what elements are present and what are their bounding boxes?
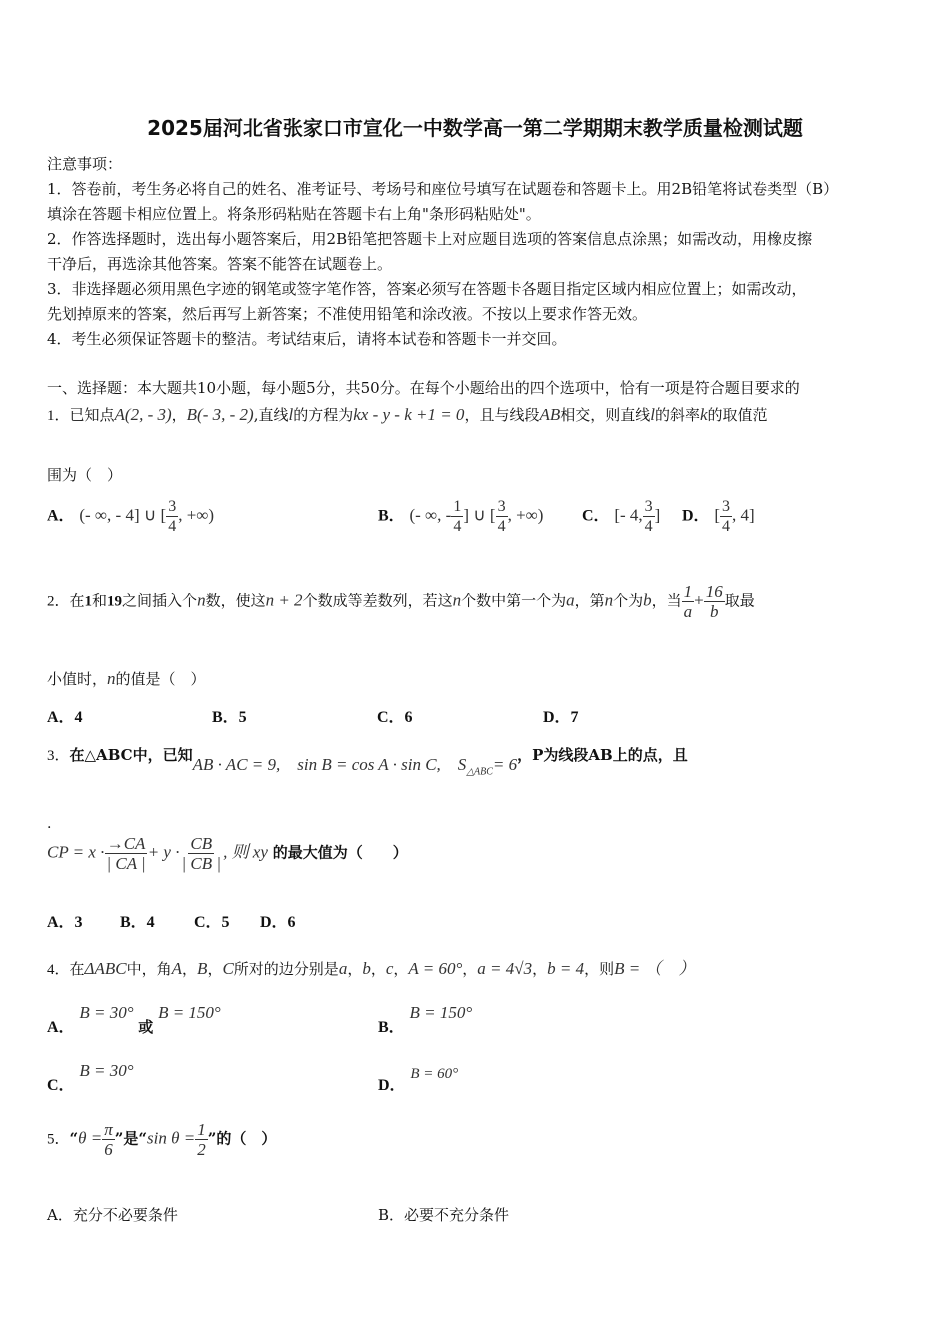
fraction: $\frac{1}{a}$ bbox=[683, 582, 693, 621]
q4-option-d: D． B = 60° bbox=[378, 1066, 459, 1094]
q2-option-c: C．6 bbox=[377, 709, 413, 726]
q4-stem: 4．在ΔABC中，角A，B，C所对的边分别是a，b，c，A = 60°，a = 4√3，b = 4，则B = （ ） bbox=[47, 959, 696, 978]
fraction: $\frac{\to CA}{| CA |}$ bbox=[106, 834, 146, 873]
fraction: $\frac{3}{4}$ bbox=[722, 498, 731, 535]
page-title: 2025届河北省张家口市宣化一中数学高一第二学期期末教学质量检测试题 bbox=[147, 116, 803, 140]
q4-option-b: B． B = 150° bbox=[378, 1003, 473, 1036]
fraction: $\frac{\pi}{6}$ bbox=[104, 1120, 113, 1159]
q1-stem: 1．已知点A(2, - 3)，B(- 3, - 2),直线l的方程为kx - y - k +1 = 0，且与线段AB相交，则直线l的斜率k的取值范 bbox=[47, 405, 768, 424]
notice-line: 填涂在答题卡相应位置上。将条形码粘贴在答题卡右上角"条形码粘贴处"。 bbox=[47, 205, 541, 223]
q1-option-c: C． [- 4, $\frac{3}{4}$ ] bbox=[582, 498, 661, 535]
q2-option-d: D．7 bbox=[543, 709, 579, 726]
fraction: $\frac{1}{4}$ bbox=[453, 498, 462, 535]
notice-line: 4．考生必须保证答题卡的整洁。考试结束后，请将本试卷和答题卡一并交回。 bbox=[47, 330, 567, 348]
fraction: $\frac{16}{b}$ bbox=[705, 582, 723, 621]
q4-option-c: C． B = 30° bbox=[47, 1061, 134, 1094]
q3-option-a: A．3 bbox=[47, 914, 83, 931]
q1-option-a: A． (- ∞, - 4] ∪ [ $\frac{3}{4}$ , +∞) bbox=[47, 498, 215, 535]
q1-option-d: D． [ $\frac{3}{4}$ , 4] bbox=[682, 498, 755, 535]
q3-option-d: D．6 bbox=[260, 914, 296, 931]
q4-option-a: A． B = 30° 或 B = 150° bbox=[47, 1003, 221, 1036]
fraction: $\frac{CB}{| CB |}$ bbox=[181, 834, 222, 873]
fraction: $\frac{3}{4}$ bbox=[168, 498, 177, 535]
q2-option-b: B．5 bbox=[212, 709, 247, 726]
q5-stem: 5．“θ = $\frac{\pi}{6}$ ”是“sin θ = $\frac{1}{2}$ ”的（ ） bbox=[47, 1120, 277, 1159]
q3-stem: 3．在△ABC中，已知AB · AC = 9, sin B = cos A · sin C, $S_{\triangle ABC}= 6$，P为线段AB上的点，且 bbox=[47, 746, 688, 778]
notice-line: 2．作答选择题时，选出每小题答案后，用2B铅笔把答题卡上对应题目选项的答案信息点涂黑；如需改动，用橡皮擦 bbox=[47, 230, 813, 248]
q3-dot: . bbox=[47, 816, 52, 832]
notice-line: 干净后，再选涂其他答案。答案不能答在试题卷上。 bbox=[47, 255, 393, 273]
fraction: $\frac{1}{2}$ bbox=[197, 1120, 206, 1159]
fraction: $\frac{3}{4}$ bbox=[497, 498, 506, 535]
q2-option-a: A．4 bbox=[47, 709, 83, 726]
q3-option-b: B．4 bbox=[120, 914, 155, 931]
notice-heading: 注意事项： bbox=[47, 155, 123, 173]
line-equation: kx - y - k +1 = 0 bbox=[353, 405, 465, 424]
q1-stem-line2: 围为（ ） bbox=[47, 466, 123, 484]
q5-option-b: B．必要不充分条件 bbox=[378, 1206, 510, 1224]
q2-stem: 2．在1和19之间插入个n数，使这n + 2个数成等差数列，若这n个数中第一个为a，第n个为b，当 $\frac{1}{a}$ + $\frac{16}{b}$ 取最 bbox=[47, 582, 755, 621]
point-b: B(- 3, - 2) bbox=[186, 405, 254, 424]
q3-conditions: AB · AC = 9, sin B = cos A · sin C, $S_{\triangle ABC}= 6$ bbox=[192, 755, 518, 778]
q3-option-c: C．5 bbox=[194, 914, 230, 931]
point-a: A(2, - 3) bbox=[114, 405, 172, 424]
q2-stem-line2: 小值时，n的值是（ ） bbox=[47, 669, 206, 688]
q1-option-b: B． (- ∞, - $\frac{1}{4}$ ] ∪ [ $\frac{3}{4}$ , +∞) bbox=[378, 498, 544, 535]
notice-line: 3．非选择题必须用黑色字迹的钢笔或签字笔作答，答案必须写在答题卡各题目指定区域内相应位置上；如需改动， bbox=[47, 280, 807, 298]
q5-option-a: A．充分不必要条件 bbox=[47, 1206, 178, 1224]
fraction: $\frac{3}{4}$ bbox=[644, 498, 653, 535]
notice-line: 先划掉原来的答案，然后再写上新答案；不准使用铅笔和涂改液。不按以上要求作答无效。 bbox=[47, 305, 648, 323]
section-heading: 一、选择题：本大题共10小题，每小题5分，共50分。在每个小题给出的四个选项中，恰有一项是符合题目要求的 bbox=[47, 379, 800, 397]
q3-vector-expression: CP = x · $\frac{\to CA}{| CA |}$ + y · $\frac{CB}{| CB |}$ , 则 xy 的最大值为（ ） bbox=[47, 834, 408, 873]
notice-line: 1．答卷前，考生务必将自己的姓名、准考证号、考场号和座位号填写在试题卷和答题卡上。用2B铅笔将试卷类型（B） bbox=[47, 180, 839, 198]
